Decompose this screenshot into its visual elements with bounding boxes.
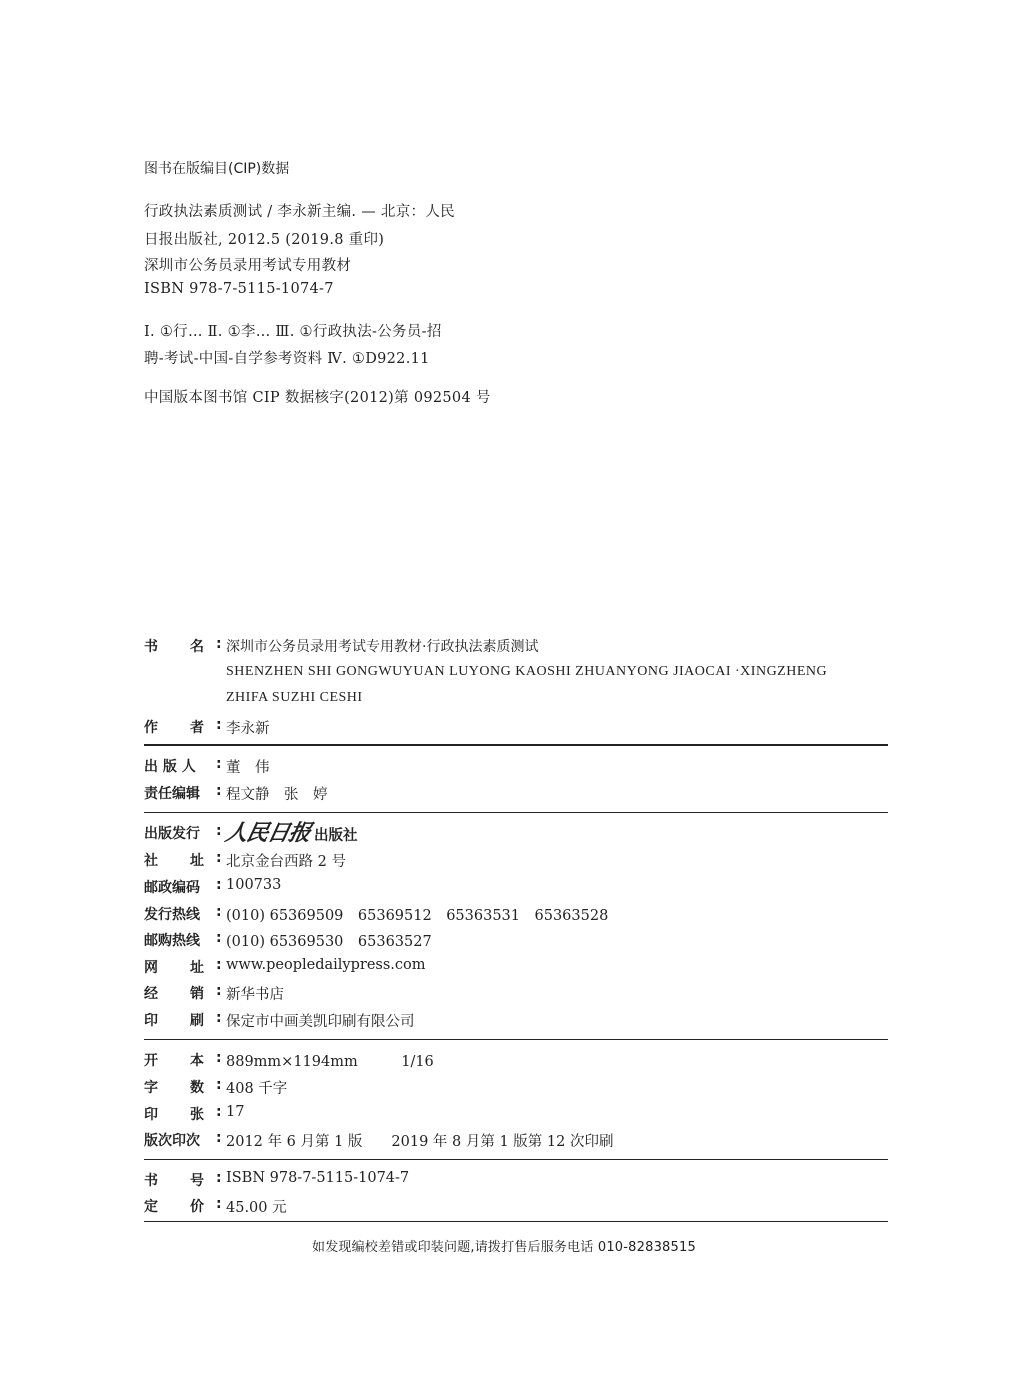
- cip-line-2: 日报出版社, 2012.5 (2019.8 重印): [144, 232, 385, 248]
- address: 北京金台西路 2 号: [226, 854, 346, 870]
- cip-line-1: 行政执法素质测试 / 李永新主编. — 北京：人民: [144, 204, 455, 220]
- printed-sheets: 17: [226, 1104, 245, 1120]
- cip-isbn: ISBN 978-7-5115-1074-7: [144, 281, 334, 297]
- divider-1: [144, 744, 888, 746]
- edition: 2012 年 6 月第 1 版 2019 年 8 月第 1 版第 12 次印刷: [226, 1134, 614, 1150]
- label-postcode: 邮政编码 :: [144, 877, 222, 896]
- author: 李永新: [226, 721, 270, 737]
- divider-2: [144, 812, 888, 813]
- dealer: 新华书店: [226, 987, 284, 1003]
- website: www.peopledailypress.com: [226, 957, 426, 973]
- mail-hotline: (010) 65369530 65363527: [226, 934, 432, 950]
- postcode: 100733: [226, 877, 282, 893]
- cip-classification-2: 聘-考试-中国-自学参考资料 Ⅳ. ①D922.11: [144, 351, 430, 367]
- distributor: 人民日报 出版社: [226, 816, 358, 847]
- book-title-pinyin-1: SHENZHEN SHI GONGWUYUAN LUYONG KAOSHI ZHUANYONG JIAOCAI ·XINGZHENG: [226, 664, 828, 679]
- label-publisher-person: 出 版 人 :: [144, 756, 222, 775]
- cip-heading: 图书在版编目(CIP)数据: [144, 161, 290, 177]
- divider-5: [144, 1221, 888, 1222]
- label-mail-hotline: 邮购热线 :: [144, 930, 222, 949]
- peoples-daily-logo: 人民日报: [222, 820, 313, 846]
- publisher-person: 董 伟: [226, 760, 270, 776]
- cip-line-3: 深圳市公务员录用考试专用教材: [144, 258, 352, 274]
- word-count: 408 千字: [226, 1081, 288, 1097]
- dist-hotline: (010) 65369509 65369512 65363531 65363528: [226, 908, 609, 924]
- label-edition: 版次印次 :: [144, 1130, 222, 1149]
- printer: 保定市中画美凯印刷有限公司: [226, 1014, 415, 1030]
- editors: 程文静 张 婷: [226, 787, 328, 803]
- service-notice: 如发现编校差错或印装问题,请拨打售后服务电话 010-82838515: [312, 1240, 696, 1255]
- cip-record-number: 中国版本图书馆 CIP 数据核字(2012)第 092504 号: [144, 390, 491, 406]
- label-distributor: 出版发行 :: [144, 823, 222, 842]
- format: 889mm×1194mm 1/16: [226, 1054, 434, 1070]
- label-editor: 责任编辑 :: [144, 783, 222, 802]
- cip-classification-1: Ⅰ. ①行… Ⅱ. ①李… Ⅲ. ①行政执法-公务员-招: [144, 324, 442, 340]
- price: 45.00 元: [226, 1200, 287, 1216]
- book-title-pinyin-2: ZHIFA SUZHI CESHI: [226, 690, 363, 705]
- isbn: ISBN 978-7-5115-1074-7: [226, 1170, 410, 1186]
- divider-3: [144, 1039, 888, 1040]
- book-title: 深圳市公务员录用考试专用教材·行政执法素质测试: [226, 639, 539, 655]
- label-dist-hotline: 发行热线 :: [144, 904, 222, 923]
- divider-4: [144, 1159, 888, 1160]
